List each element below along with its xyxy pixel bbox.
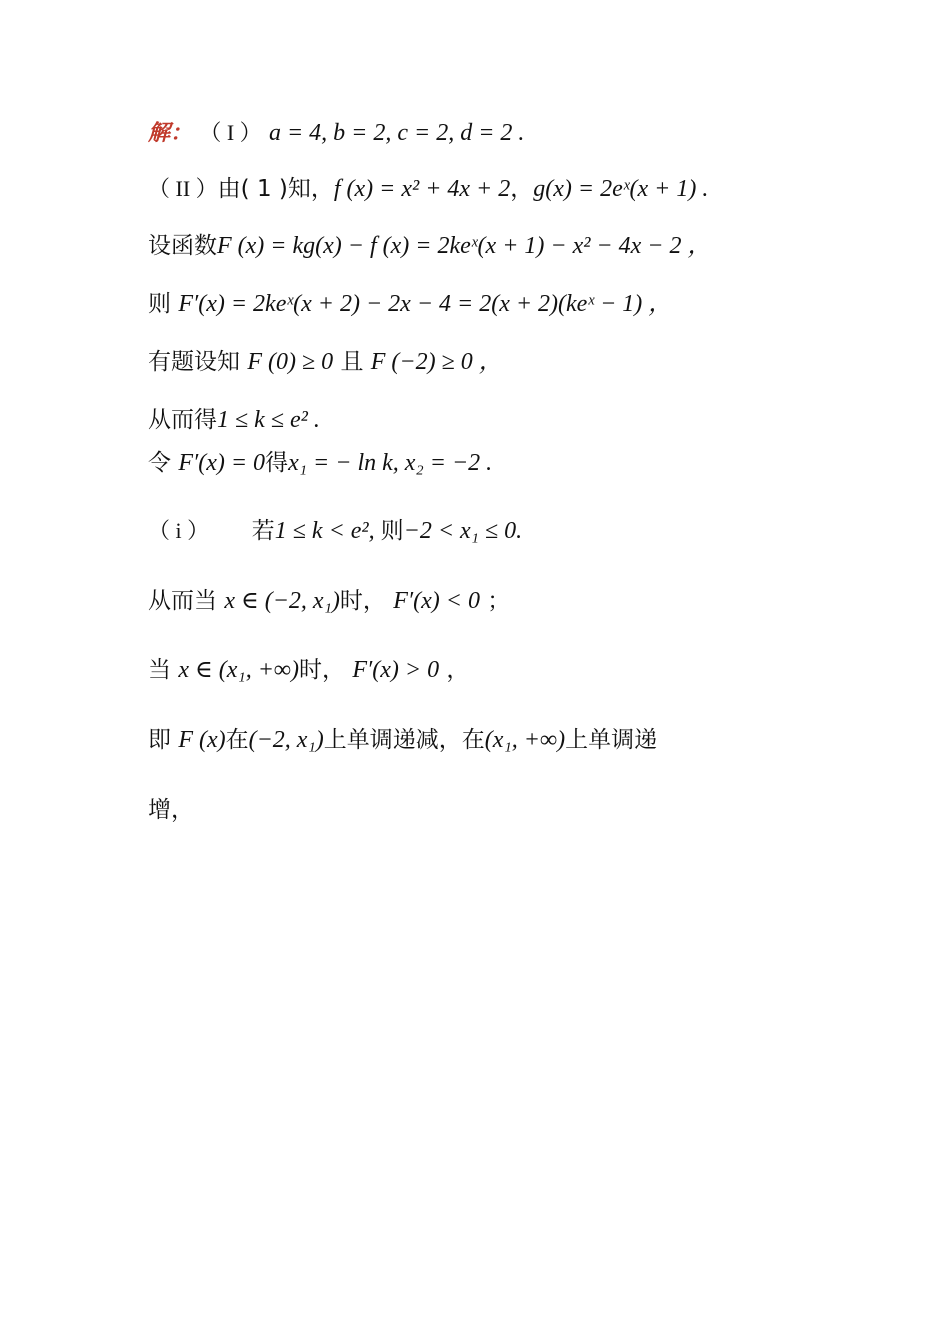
part2-intro: 由( 1 )知， [217, 176, 334, 202]
dec-result: F′(x) < 0 [393, 588, 480, 614]
dec-intro: 从而当 [148, 588, 217, 614]
root-intro: 令 [148, 450, 171, 476]
deriv-line [148, 289, 672, 319]
mono-dec: 上单调递减，在 [323, 727, 485, 753]
root-line [148, 448, 492, 478]
root-de: 得 [265, 450, 289, 476]
inc-intro: 当 [148, 657, 171, 683]
F-def: F (x) = kg(x) − f (x) = 2keˣ(x + 1) − x² − 4x − 2 ， [217, 233, 712, 259]
mono-tail: 增， [148, 797, 194, 823]
dec-when: 时， [339, 588, 386, 614]
decreasing-line [148, 586, 510, 616]
deriv-intro: 则 [148, 291, 171, 317]
jie-label: 解： [148, 120, 193, 146]
inc-interval: x ∈ (x₁, +∞) [178, 657, 300, 683]
part2-g: g(x) = 2eˣ(x + 1) . [533, 176, 709, 202]
cond-and: 且 [340, 349, 364, 375]
k-range: 1 ≤ k ≤ e² . [217, 407, 320, 433]
F-def-line [148, 231, 711, 261]
part2-f: f (x) = x² + 4x + 2 [333, 176, 511, 202]
deriv-def: F′(x) = 2keˣ(x + 2) − 2x − 4 = 2(x + 2)(keˣ − 1) ， [178, 291, 673, 317]
part2-label: （ II ） [148, 176, 218, 201]
mono-intro: 即 [148, 727, 171, 753]
dec-interval: x ∈ (−2, x₁) [224, 588, 340, 614]
mono-interval-2: (x₁, +∞) [484, 727, 566, 753]
mono-interval-1: (−2, x₁) [248, 727, 324, 753]
root-vals: x₁ = − ln k, x₂ = −2 . [288, 450, 493, 476]
increasing-line [148, 655, 469, 685]
k-range-line [148, 405, 320, 435]
cond-intro: 有题设知 [148, 349, 240, 375]
case-label: （ i ） [148, 518, 210, 543]
part1-label: （ I ） [199, 120, 262, 145]
monotonic-tail-line [148, 795, 194, 825]
part1-math: a = 4, b = 2, c = 2, d = 2 . [268, 120, 525, 146]
inc-when: 时， [299, 657, 346, 683]
case-if: 若 [251, 518, 275, 544]
condition-line [148, 347, 503, 377]
case-then: 则 [380, 518, 404, 544]
cond-1: F (0) ≥ 0 [247, 349, 334, 375]
cond-2: F (−2) ≥ 0 ， [370, 349, 503, 375]
monotonic-line [148, 725, 657, 755]
dec-end: ； [487, 588, 511, 614]
root-eq: F′(x) = 0 [178, 450, 266, 476]
part2-line [148, 174, 708, 204]
mono-inc: 上单调递 [565, 727, 658, 753]
inc-end: ， [446, 657, 470, 683]
case-res: −2 < x₁ ≤ 0. [403, 518, 523, 544]
F-intro: 设函数 [148, 233, 217, 259]
case-cond: 1 ≤ k < e², [274, 518, 381, 544]
inc-result: F′(x) > 0 [352, 657, 440, 683]
part1-line [148, 118, 524, 148]
case-line [148, 516, 522, 546]
mono-F: F (x) [178, 727, 226, 753]
k-intro: 从而得 [148, 407, 217, 433]
part2-sep: ， [510, 176, 534, 202]
mono-at1: 在 [225, 727, 249, 753]
